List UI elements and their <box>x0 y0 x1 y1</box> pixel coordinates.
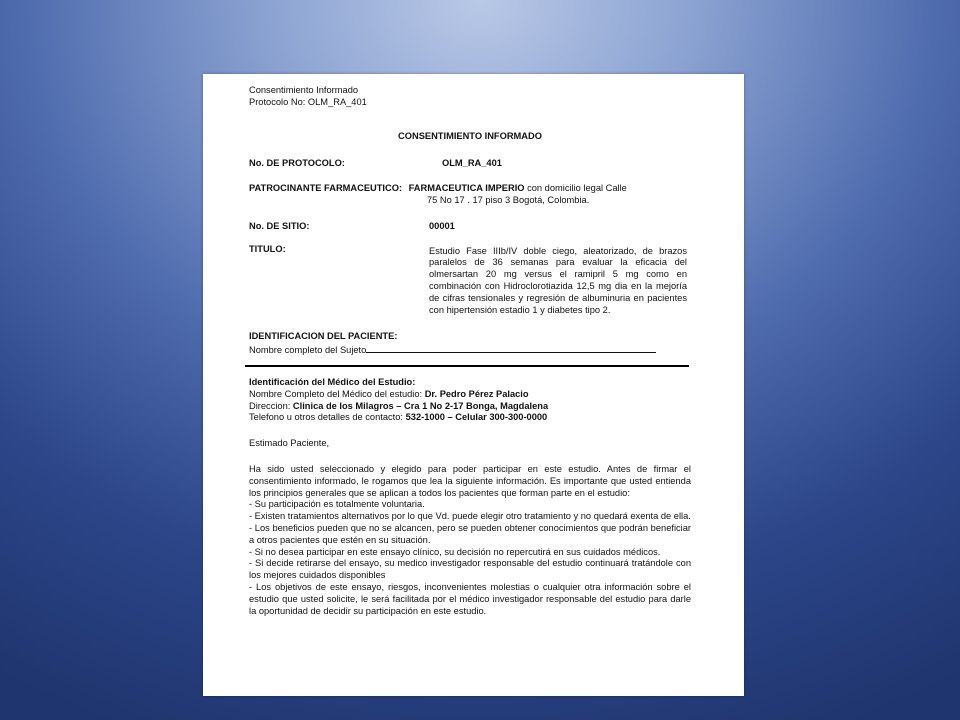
body-text <box>249 464 691 617</box>
physician-phone-label: Telefono u otros detalles de contacto: <box>249 412 406 423</box>
physician-section <box>249 377 691 424</box>
physician-name-line <box>249 389 691 401</box>
title-row <box>249 244 691 317</box>
sponsor-company: FARMACEUTICA IMPERIO <box>408 183 525 194</box>
document-content <box>249 85 691 617</box>
site-row <box>249 221 691 233</box>
patient-section <box>249 331 691 357</box>
sponsor-row <box>249 183 691 207</box>
protocol-row <box>249 158 691 170</box>
section-divider <box>245 365 689 367</box>
physician-phone-line <box>249 412 691 424</box>
body-bullet: - Los objetivos de este ensayo, riesgos, inconvenientes molestias o cualquier otra información sobre el estudio que usted solicite, le será facilitada por el médico investigador responsable del estudio para darle la oportunidad de decidir su participación en este estudio. <box>249 581 691 616</box>
protocol-label: No. DE PROTOCOLO: <box>249 158 345 169</box>
study-title-value: Estudio Fase IIIb/IV doble ciego, aleatorizado, de brazos paralelos de 36 semanas para evaluar la eficacia del olmersartan 20 mg versus el ramipril 5 mg como en combinación con Hidroclorotiazida 12,5 mg dia en la mejoría de cifras tensionales y regresión de albuminuria en pacientes con hipertensión estadio 1 y diabetes tipo 2. <box>429 245 687 315</box>
physician-address-value: Clinica de los Milagros – Cra 1 No 2-17 Bonga, Magdalena <box>292 400 549 411</box>
patient-name-label: Nombre completo del Sujeto <box>249 345 367 356</box>
physician-address-line <box>249 401 691 413</box>
site-value: 00001 <box>429 220 455 231</box>
study-title-label: TITULO: <box>249 243 286 254</box>
body-bullet: - Si decide retirarse del ensayo, su medico investigador responsable del estudio continuará tratándole con los mejores cuidados disponibles <box>249 558 691 581</box>
body-paragraph: Ha sido usted seleccionado y elegido para poder participar en este estudio. Antes de firmar el consentimiento informado, le rogamos que lea la siguiente información. Es importante que usted entienda los principios generales que se aplican a todos los pacientes que forman parte en el estudio: <box>249 463 691 498</box>
sponsor-label: PATROCINANTE FARMACEUTICO: <box>249 183 403 194</box>
document-page <box>203 74 744 696</box>
body-bullet: - Los beneficios pueden que no se alcancen, pero se pueden obtener conocimientos que podrán beneficiar a otros pacientes que estén en su situación. <box>249 522 691 545</box>
physician-name-label: Nombre Completo del Médico del estudio: <box>249 388 425 399</box>
patient-heading: IDENTIFICACION DEL PACIENTE: <box>249 331 398 342</box>
physician-phone-value: 532-1000 – Celular 300-300-0000 <box>405 412 548 423</box>
doc-header-line-1: Consentimiento Informado <box>249 85 359 95</box>
physician-heading: Identificación del Médico del Estudio: <box>249 376 416 387</box>
body-bullet: - Existen tratamientos alternativos por lo que Vd. puede elegir otro tratamiento y no quedará exenta de ella. <box>249 511 691 522</box>
document-title: CONSENTIMIENTO INFORMADO <box>398 130 542 141</box>
patient-name-blank[interactable] <box>366 343 656 353</box>
physician-address-label: Direccion: <box>249 400 293 411</box>
protocol-value: OLM_RA_401 <box>442 158 502 169</box>
doc-header-line-2: Protocolo No: OLM_RA_401 <box>249 96 367 107</box>
body-bullet: - Su participación es totalmente voluntaria. <box>249 499 425 510</box>
patient-name-line <box>249 343 691 357</box>
greeting: Estimado Paciente, <box>249 438 330 449</box>
physician-name-value: Dr. Pedro Pérez Palacio <box>424 388 529 399</box>
site-label: No. DE SITIO: <box>249 220 310 231</box>
sponsor-address-1: con domicilio legal Calle <box>524 183 627 194</box>
sponsor-address-2: 75 No 17 . 17 piso 3 Bogotá, Colombia. <box>427 194 590 205</box>
body-bullet: - Si no desea participar en este ensayo clínico, su decisión no repercutirá en sus cuidados médicos. <box>249 546 661 557</box>
